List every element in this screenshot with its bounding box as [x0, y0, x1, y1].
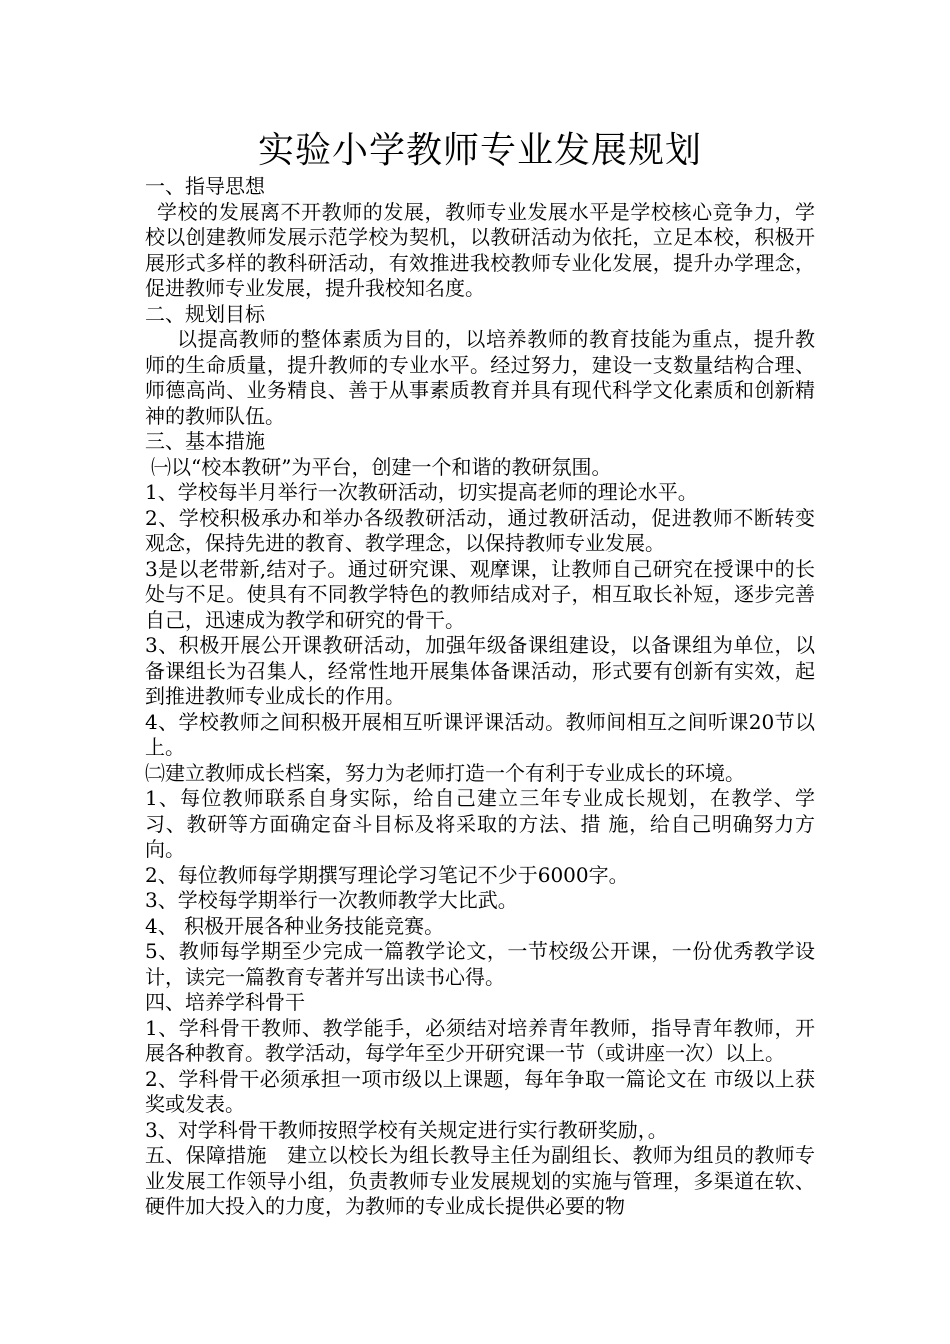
- section-heading-basic-measures: 三、基本措施: [145, 429, 265, 453]
- list-item: 1、学校每半月举行一次教研活动，切实提高老师的理论水平。: [145, 480, 698, 504]
- list-item: 4、 积极开展各种业务技能竞赛。: [145, 913, 445, 938]
- document-title: 实验小学教师专业发展规划: [257, 130, 702, 171]
- list-item: 1、每位教师联系自身实际，给自己建立三年专业成长规划，在教学、学习、教研等方面确定奋斗目标及将采取的方法、措 施，给自己明确努力方向。: [145, 786, 815, 861]
- document-page: [145, 128, 815, 1220]
- list-item: 3、积极开展公开课教研活动，加强年级备课组建设，以备课组为单位，以备课组长为召集人，经常性地开展集体备课活动，形式要有创新有实效，起到推进教师专业成长的作用。: [145, 633, 815, 708]
- subsection-heading-school-research: ㈠以“校本教研”为平台，创建一个和谐的教研氛围。: [151, 454, 612, 479]
- list-item: 2、学校积极承办和举办各级教研活动，通过教研活动，促进教师不断转变观念，保持先进的教育、教学理念，以保持教师专业发展。: [145, 505, 815, 555]
- section-body-safeguard-measures: 五、保障措施 建立以校长为组长教导主任为副组长、教师为组员的教师专业发展工作领导小组，负责教师专业发展规划的实施与管理，多渠道在软、硬件加大投入的力度，为教师的专业成长提供必要的物: [145, 1143, 815, 1218]
- subsection-heading-growth-archive: ㈡建立教师成长档案，努力为老师打造一个有利于专业成长的环境。: [145, 760, 745, 785]
- section-body-planning-goals: 以提高教师的整体素质为目的，以培养教师的教育技能为重点，提升教师的生命质量，提升教师的专业水平。经过努力，建设一支数量结构合理、师德高尚、业务精良、善于从事素质教育并具有现代科学文化素质和创新精神的教师队伍。: [145, 327, 815, 428]
- list-item: 1、学科骨干教师、教学能手，必须结对培养青年教师，指导青年教师，开展各种教育。教学活动，每学年至少开研究课一节（或讲座一次）以上。: [145, 1015, 815, 1065]
- list-item: 5、教师每学期至少完成一篇教学论文，一节校级公开课，一份优秀教学设计，读完一篇教育专著并写出读书心得。: [145, 939, 815, 989]
- section-heading-subject-backbone: 四、培养学科骨干: [145, 990, 305, 1014]
- list-item: 4、学校教师之间积极开展相互听课评课活动。教师间相互之间听课20节以上。: [145, 709, 815, 759]
- section-heading-planning-goals: 二、规划目标: [145, 301, 265, 326]
- list-item: 3、对学科骨干教师按照学校有关规定进行实行教研奖励，。: [145, 1117, 668, 1142]
- list-item: 2、学科骨干必须承担一项市级以上课题，每年争取一篇论文在 市级以上获奖或发表。: [145, 1066, 815, 1116]
- section-heading-guiding-ideology: 一、指导思想: [145, 174, 265, 198]
- list-item: 3、学校每学期举行一次教师教学大比武。: [145, 888, 518, 912]
- list-item: 3是以老带新,结对子。通过研究课、观摩课，让教师自己研究在授课中的长处与不足。使具有不同教学特色的教师结成对子，相互取长补短，逐步完善自己，迅速成为教学和研究的骨干。: [145, 556, 815, 632]
- list-item: 2、每位教师每学期撰写理论学习笔记不少于6000字。: [145, 862, 629, 887]
- section-body-guiding-ideology: 学校的发展离不开教师的发展，教师专业发展水平是学校核心竞争力，学校以创建教师发展示范学校为契机，以教研活动为依托，立足本校，积极开展形式多样的教科研活动，有效推进我校教师专业化发展，提升办学理念，促进教师专业发展，提升我校知名度。: [145, 199, 815, 300]
